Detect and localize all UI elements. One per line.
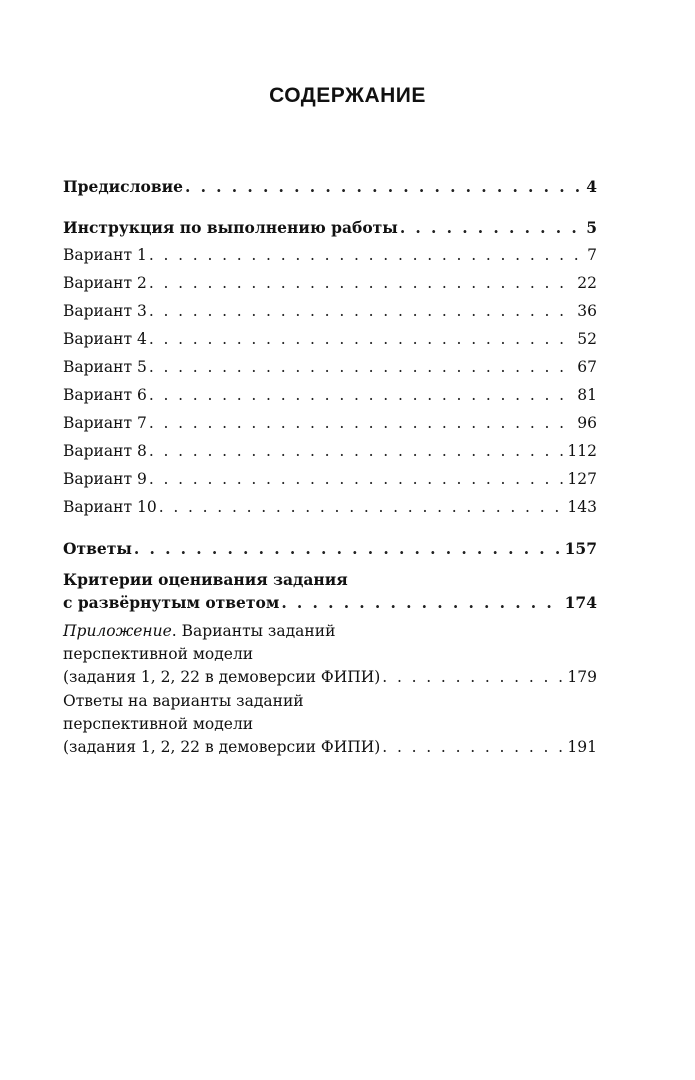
toc-entry-preface[interactable] [63, 177, 597, 196]
toc-page-number: 52 [577, 330, 597, 348]
dot-leader [149, 358, 575, 376]
dot-leader [281, 591, 562, 614]
toc-entry-label-line [63, 620, 597, 643]
toc-entry-variant-6[interactable] [63, 386, 597, 404]
dot-leader [149, 414, 575, 432]
toc-page-number: 157 [564, 539, 597, 558]
toc-page-number: 179 [567, 668, 597, 686]
toc-page-number: 81 [577, 386, 597, 404]
dot-leader [149, 274, 575, 292]
dot-leader [382, 666, 565, 689]
appendix-label-rest: . Варианты заданий [171, 622, 336, 640]
toc-entry-variant-10[interactable] [63, 498, 597, 516]
toc-entry-label-line: Ответы на варианты заданий [63, 692, 304, 710]
toc-entry-variant-5[interactable] [63, 358, 597, 376]
toc-entry-variant-9[interactable] [63, 470, 597, 488]
toc-page-number: 127 [567, 470, 597, 488]
toc-entry-label: Вариант 4 [63, 330, 147, 348]
toc-entry-appendix[interactable] [63, 620, 597, 689]
toc-page-number: 67 [577, 358, 597, 376]
toc-entry-label: Вариант 6 [63, 386, 147, 404]
toc-entry-label-line: Критерии оценивания задания [63, 570, 348, 589]
dot-leader [159, 498, 566, 516]
toc-entry-variant-7[interactable] [63, 414, 597, 432]
toc-page-number: 191 [567, 738, 597, 756]
dot-leader [149, 442, 566, 460]
toc-entry-appendix-answers[interactable] [63, 690, 597, 759]
dot-leader [400, 218, 584, 237]
toc-entry-variant-4[interactable] [63, 330, 597, 348]
toc-entry-label: Вариант 3 [63, 302, 147, 320]
toc-entry-variant-8[interactable] [63, 442, 597, 460]
toc-page-number: 174 [564, 593, 597, 612]
appendix-italic-label: Приложение [63, 622, 172, 640]
toc-entry-label-line: перспективной модели [63, 715, 254, 733]
toc-entry-variant-2[interactable] [63, 274, 597, 292]
toc-entry-label: Ответы [63, 539, 132, 558]
toc-entry-label: Вариант 8 [63, 442, 147, 460]
toc-entry-label: Вариант 7 [63, 414, 147, 432]
toc-entry-instruction[interactable] [63, 218, 597, 237]
dot-leader [134, 539, 563, 558]
page-title: СОДЕРЖАНИЕ [269, 84, 426, 107]
toc-entry-variant-3[interactable] [63, 302, 597, 320]
toc-page-number: 96 [577, 414, 597, 432]
dot-leader [149, 470, 566, 488]
toc-page-number: 143 [567, 498, 597, 516]
toc-entry-label: Вариант 10 [63, 498, 157, 516]
toc-entry-label-line: (задания 1, 2, 22 в демоверсии ФИПИ) [63, 668, 381, 686]
toc-entry-label-line: с развёрнутым ответом [63, 593, 280, 612]
toc-entry-label: Вариант 1 [63, 246, 147, 264]
dot-leader [149, 386, 575, 404]
toc-entry-label-line: перспективной модели [63, 645, 254, 663]
dot-leader [185, 177, 584, 196]
toc-page-number: 22 [577, 274, 597, 292]
toc-entry-variant-1[interactable] [63, 246, 597, 264]
toc-entry-label-line: (задания 1, 2, 22 в демоверсии ФИПИ) [63, 738, 381, 756]
toc-entry-criteria[interactable] [63, 568, 597, 614]
toc-page-number: 36 [577, 302, 597, 320]
dot-leader [149, 302, 575, 320]
toc-page-number: 4 [586, 177, 597, 196]
dot-leader [382, 736, 565, 759]
toc-entry-label: Вариант 2 [63, 274, 147, 292]
dot-leader [149, 330, 575, 348]
toc-page-number: 5 [586, 218, 597, 237]
toc-entry-label: Инструкция по выполнению работы [63, 218, 398, 237]
toc-entry-label: Предисловие [63, 177, 183, 196]
dot-leader [149, 246, 585, 264]
toc-entry-label: Вариант 9 [63, 470, 147, 488]
toc-page-number: 112 [567, 442, 597, 460]
toc-entry-label: Вариант 5 [63, 358, 147, 376]
toc-entry-answers[interactable] [63, 539, 597, 558]
toc-page-number: 7 [587, 246, 597, 264]
